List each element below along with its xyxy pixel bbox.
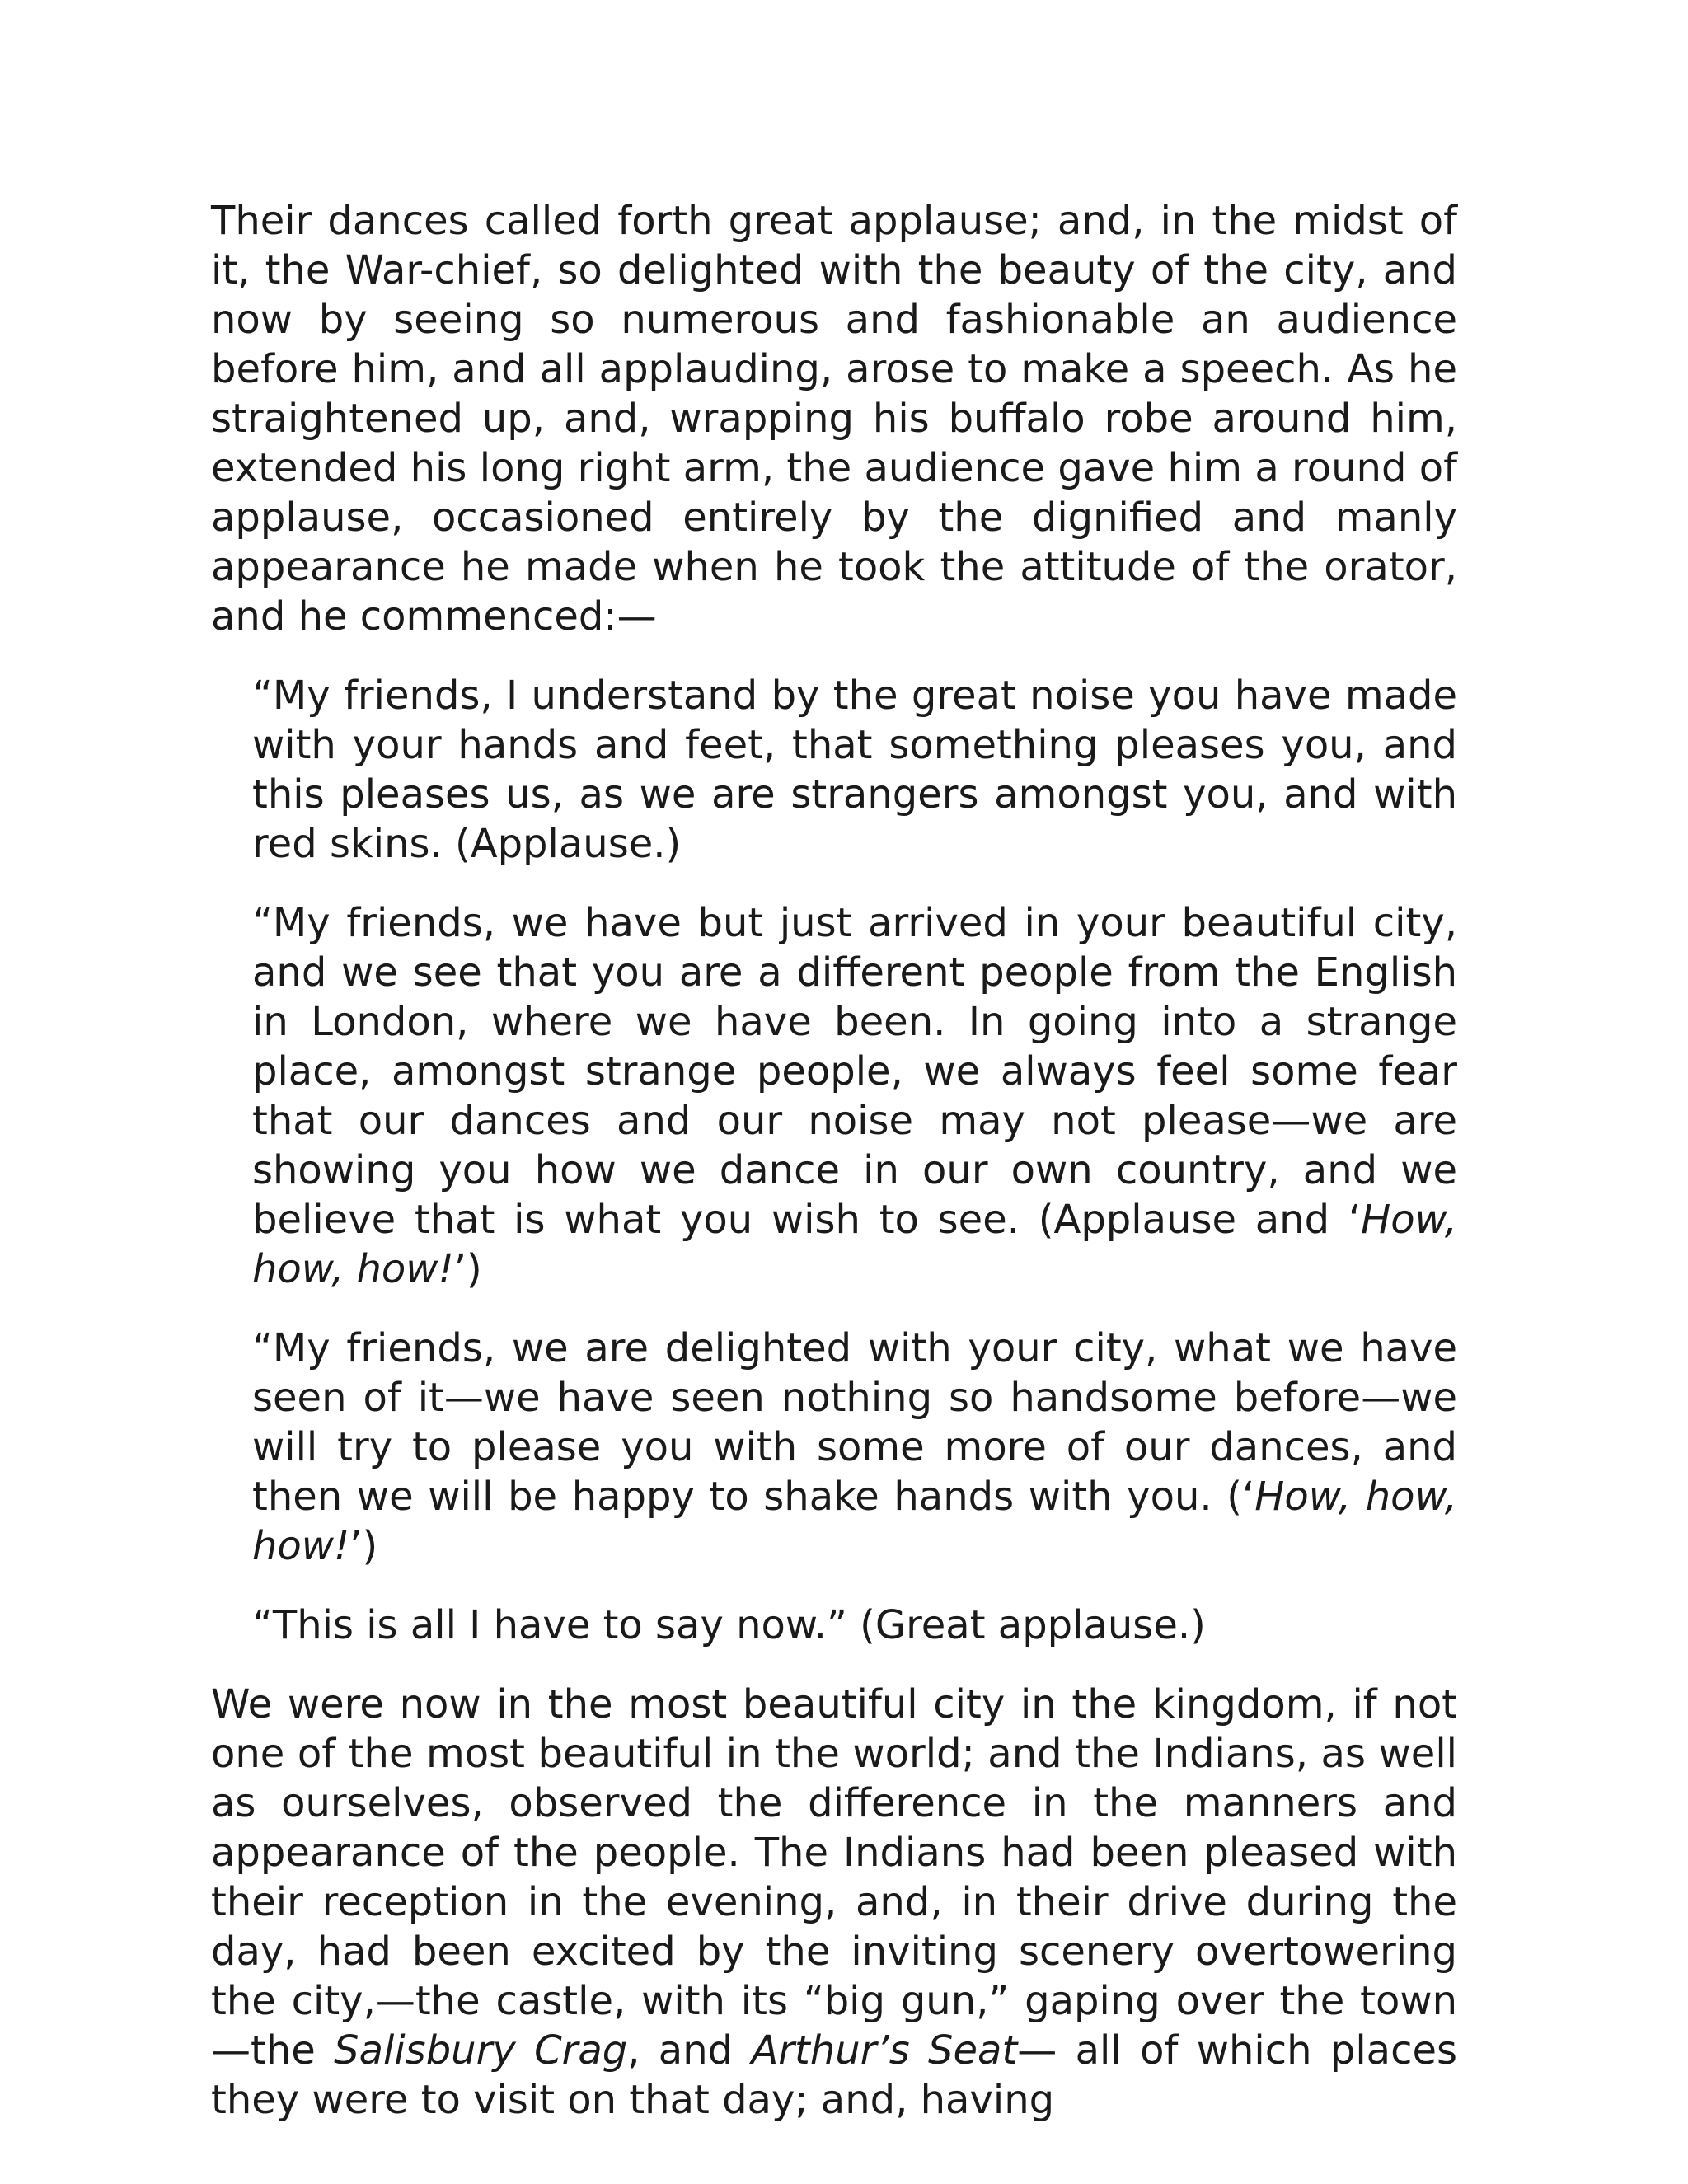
speech-paragraph-3-end: ’) bbox=[349, 1523, 378, 1569]
speech-paragraph-2-text: “My friends, we have but just arrived in your beautiful city, and we see that you are a different people from the English in London, where we have been. In going into a strange place, amongst strange people, we always feel some fear that our dances and our noise may not please—we are showing you how we dance in our own country, and we believe that is what you wish to see. (Applause and ‘ bbox=[252, 900, 1457, 1243]
speech-paragraph-2 bbox=[252, 898, 1457, 1294]
closing-paragraph-text-2: , and bbox=[627, 2027, 752, 2074]
speech-paragraph-2-exclamation: How, how, how! bbox=[252, 1197, 1457, 1292]
speech-quote-block bbox=[252, 671, 1457, 1650]
closing-paragraph bbox=[211, 1680, 1457, 2125]
speech-paragraph-2-end: ’) bbox=[453, 1246, 482, 1292]
speech-paragraph-3-exclamation: How, how, how! bbox=[252, 1474, 1457, 1569]
speech-paragraph-3 bbox=[252, 1324, 1457, 1571]
speech-paragraph-3-text: “My friends, we are delighted with your city, what we have seen of it—we have seen nothing so handsome before—we will try to please you with some more of our dances, and then we will be happy to shake hands with you. (‘ bbox=[252, 1325, 1457, 1520]
place-arthurs-seat: Arthur’s Seat bbox=[751, 2027, 1018, 2074]
speech-paragraph-1: “My friends, I understand by the great noise you have made with your hands and feet, that something pleases you, and this pleases us, as we are strangers amongst you, and with red skins. (Applause.) bbox=[252, 673, 1457, 867]
closing-paragraph-text-1: We were now in the most beautiful city in the kingdom, if not one of the most beautiful in the world; and the Indians, as well as ourselves, observed the difference in the manners and appearance of the people. The Indians had been pleased with their reception in the evening, and, in their drive during the day, had been excited by the inviting scenery overtowering the city,—the castle, with its “big gun,” gaping over the town—the bbox=[211, 1681, 1457, 2074]
speech-paragraph-4: “This is all I have to say now.” (Great applause.) bbox=[252, 1602, 1206, 1648]
intro-paragraph: Their dances called forth great applause; and, in the midst of it, the War-chief, so delighted with the beauty of the city, and now by seeing so numerous and fashionable an audience before him, and all applauding, arose to make a speech. As he straightened up, and, wrapping his buffalo robe around him, extended his long right arm, the audience gave him a round of applause, occasioned entirely by the dignified and manly appearance he made when he took the attitude of the orator, and he commenced:— bbox=[211, 198, 1457, 640]
place-salisbury-crag: Salisbury Crag bbox=[334, 2027, 628, 2074]
page-body bbox=[211, 196, 1457, 2125]
closing-paragraph-text-3: — all of which places they were to visit on that day; and, having bbox=[211, 2027, 1458, 2123]
